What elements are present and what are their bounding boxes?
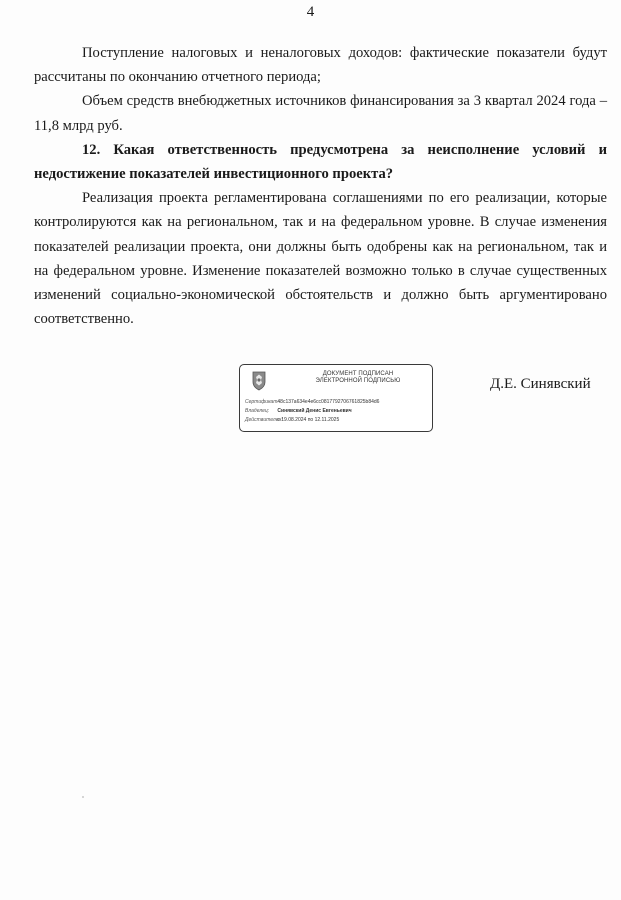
section-heading-12: 12. Какая ответственность предусмотрена за неисполнение условий и недостижение показателей инвестиционного проекта? [34,141,607,183]
stamp-owner-value: Синявский Денис Евгеньевич [277,408,352,414]
scan-speck [82,796,84,798]
stamp-certificate-label: Сертификат: [245,399,279,405]
electronic-signature-stamp [239,364,433,432]
stamp-owner-row [245,408,352,415]
paragraph-tax-revenue: Поступление налоговых и неналоговых доходов: фактические показатели будут рассчитаны по окончанию отчетного периода; [34,45,607,86]
stamp-validity-value: с 19.08.2024 по 12.11.2025 [277,417,340,423]
document-body [34,41,607,331]
signatory-name: Д.Е. Синявский [490,376,591,392]
paragraph-extrabudgetary-funds: Объем средств внебюджетных источников финансирования за 3 квартал 2024 года – 11,8 млрд руб. [34,93,607,134]
paragraph-project-regulation: Реализация проекта регламентирована соглашениями по его реализации, которые контролируются как на региональном, так и на федеральном уровне. В случае изменения показателей реализации проекта, они должны быть одобрены как на региональном, так и на федеральном уровне. Изменение показателей возможно только в случае существенных изменений социально-экономической обстоятельств и должно быть аргументировано соответственно. [34,190,607,328]
stamp-validity-row [245,417,339,424]
stamp-title-line1: ДОКУМЕНТ ПОДПИСАН [322,371,394,377]
stamp-validity-label: Действителен: [245,417,283,423]
stamp-title [288,371,428,385]
stamp-title-line2: ЭЛЕКТРОННОЙ ПОДПИСЬЮ [315,378,401,384]
coat-of-arms-icon [251,371,267,391]
stamp-certificate-row [245,399,379,406]
stamp-owner-label: Владелец: [245,408,270,414]
stamp-certificate-value: 48c137a634e4e6cc0817792706761825b84d6 [277,399,380,405]
page-number: 4 [306,4,315,20]
